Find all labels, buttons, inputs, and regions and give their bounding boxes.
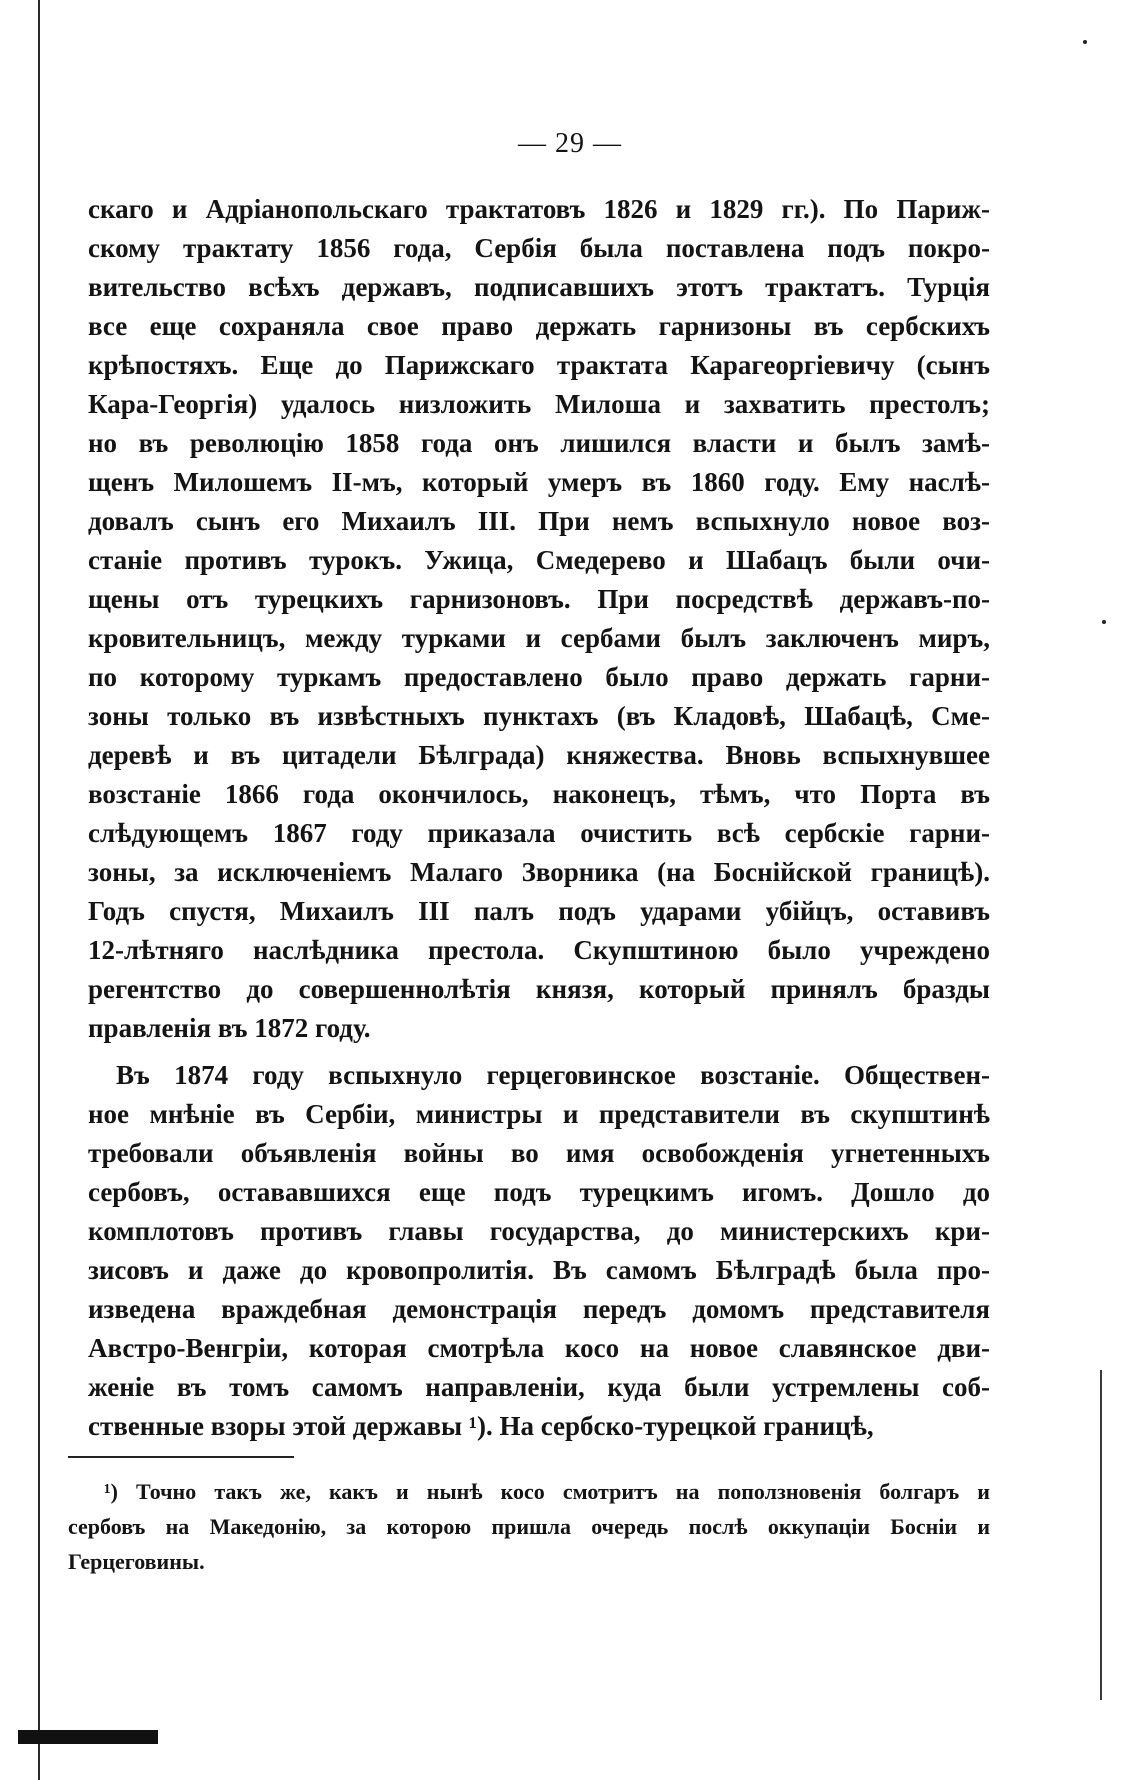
text-line: Кара-Георгія) удалось низложить Милоша и захватить престолъ;: [88, 389, 990, 419]
footnote-line: сербовъ на Македонію, за которою пришла очередь послѣ оккупаціи Босніи и: [68, 1514, 990, 1539]
text-line: скаго и Адріанопольскаго трактатовъ 1826 и 1829 гг.). По Париж-: [88, 194, 990, 224]
text-line: слѣдующемъ 1867 году приказала очистить всѣ сербскіе гарни-: [88, 818, 990, 848]
body-text: [88, 190, 990, 1446]
text-line: Австро-Венгріи, которая смотрѣла косо на новое славянское дви-: [88, 1333, 990, 1363]
text-line: женіе въ томъ самомъ направленіи, куда были устремлены соб-: [88, 1372, 990, 1402]
scan-speck: [1083, 40, 1087, 44]
text-line: крѣпостяхъ. Еще до Парижскаго трактата Карагеоргіевичу (сынъ: [88, 350, 990, 380]
text-line: возстаніе 1866 года окончилось, наконецъ, тѣмъ, что Порта въ: [88, 779, 990, 809]
text-line: но въ революцію 1858 года онъ лишился власти и былъ замѣ-: [88, 428, 990, 458]
text-line: кровительницъ, между турками и сербами былъ заключенъ миръ,: [88, 623, 990, 653]
text-line: зисовъ и даже до кровопролитія. Въ самомъ Бѣлградѣ была про-: [88, 1255, 990, 1285]
page-number: — 29 —: [518, 128, 622, 159]
text-line: ственные взоры этой державы ¹). На сербско-турецкой границѣ,: [88, 1411, 874, 1441]
page-right-edge: [1100, 1370, 1102, 1700]
text-line: комплотовъ противъ главы государства, до министерскихъ кри-: [88, 1216, 990, 1246]
text-line: зоны только въ извѣстныхъ пунктахъ (въ Кладовѣ, Шабацѣ, Сме-: [88, 701, 990, 731]
text-line: правленія въ 1872 году.: [88, 1013, 371, 1043]
text-line: сербовъ, остававшихся еще подъ турецкимъ игомъ. Дошло до: [88, 1177, 990, 1207]
footnote-line: ¹) Точно такъ же, какъ и нынѣ косо смотритъ на поползновенія болгаръ и: [104, 1479, 990, 1504]
footnote-separator: [68, 1456, 294, 1458]
scan-speck: [1102, 620, 1106, 624]
footnote-line: Герцеговины.: [68, 1549, 205, 1574]
text-line: станіе противъ турокъ. Ужица, Смедерево и Шабацъ были очи-: [88, 545, 990, 575]
scan-mark: [18, 1730, 158, 1744]
text-line: по которому туркамъ предоставлено было право держать гарни-: [88, 662, 990, 692]
text-line: щены отъ турецкихъ гарнизоновъ. При посредствѣ державъ-по-: [88, 584, 990, 614]
text-line: ное мнѣніе въ Сербіи, министры и представители въ скупштинѣ: [88, 1099, 990, 1129]
text-line: довалъ сынъ его Михаилъ III. При немъ вспыхнуло новое воз-: [88, 506, 990, 536]
text-line: щенъ Милошемъ II-мъ, который умеръ въ 1860 году. Ему наслѣ-: [88, 467, 990, 497]
text-line: Годъ спустя, Михаилъ III палъ подъ ударами убійцъ, оставивъ: [88, 896, 990, 926]
page-left-edge: [38, 0, 40, 1780]
text-line: 12-лѣтняго наслѣдника престола. Скупштиною было учреждено: [88, 935, 990, 965]
text-line: требовали объявленія войны во имя освобожденія угнетенныхъ: [88, 1138, 990, 1168]
text-line: скому трактату 1856 года, Сербія была поставлена подъ покро-: [88, 233, 990, 263]
paragraph: [88, 1056, 990, 1446]
text-line: изведена враждебная демонстрація передъ домомъ представителя: [88, 1294, 990, 1324]
text-line: регентство до совершеннолѣтія князя, который принялъ бразды: [88, 974, 990, 1004]
text-line: Въ 1874 году вспыхнуло герцеговинское возстаніе. Обществен-: [116, 1060, 990, 1090]
text-line: деревѣ и въ цитадели Бѣлграда) княжества. Вновь вспыхнувшее: [88, 740, 990, 770]
footnote: [68, 1474, 990, 1579]
text-line: зоны, за исключеніемъ Малаго Зворника (на Боснійской границѣ).: [88, 857, 990, 887]
paragraph: [88, 190, 990, 1048]
text-line: вительство всѣхъ державъ, подписавшихъ этотъ трактатъ. Турція: [88, 272, 990, 302]
text-line: все еще сохраняла свое право держать гарнизоны въ сербскихъ: [88, 311, 990, 341]
